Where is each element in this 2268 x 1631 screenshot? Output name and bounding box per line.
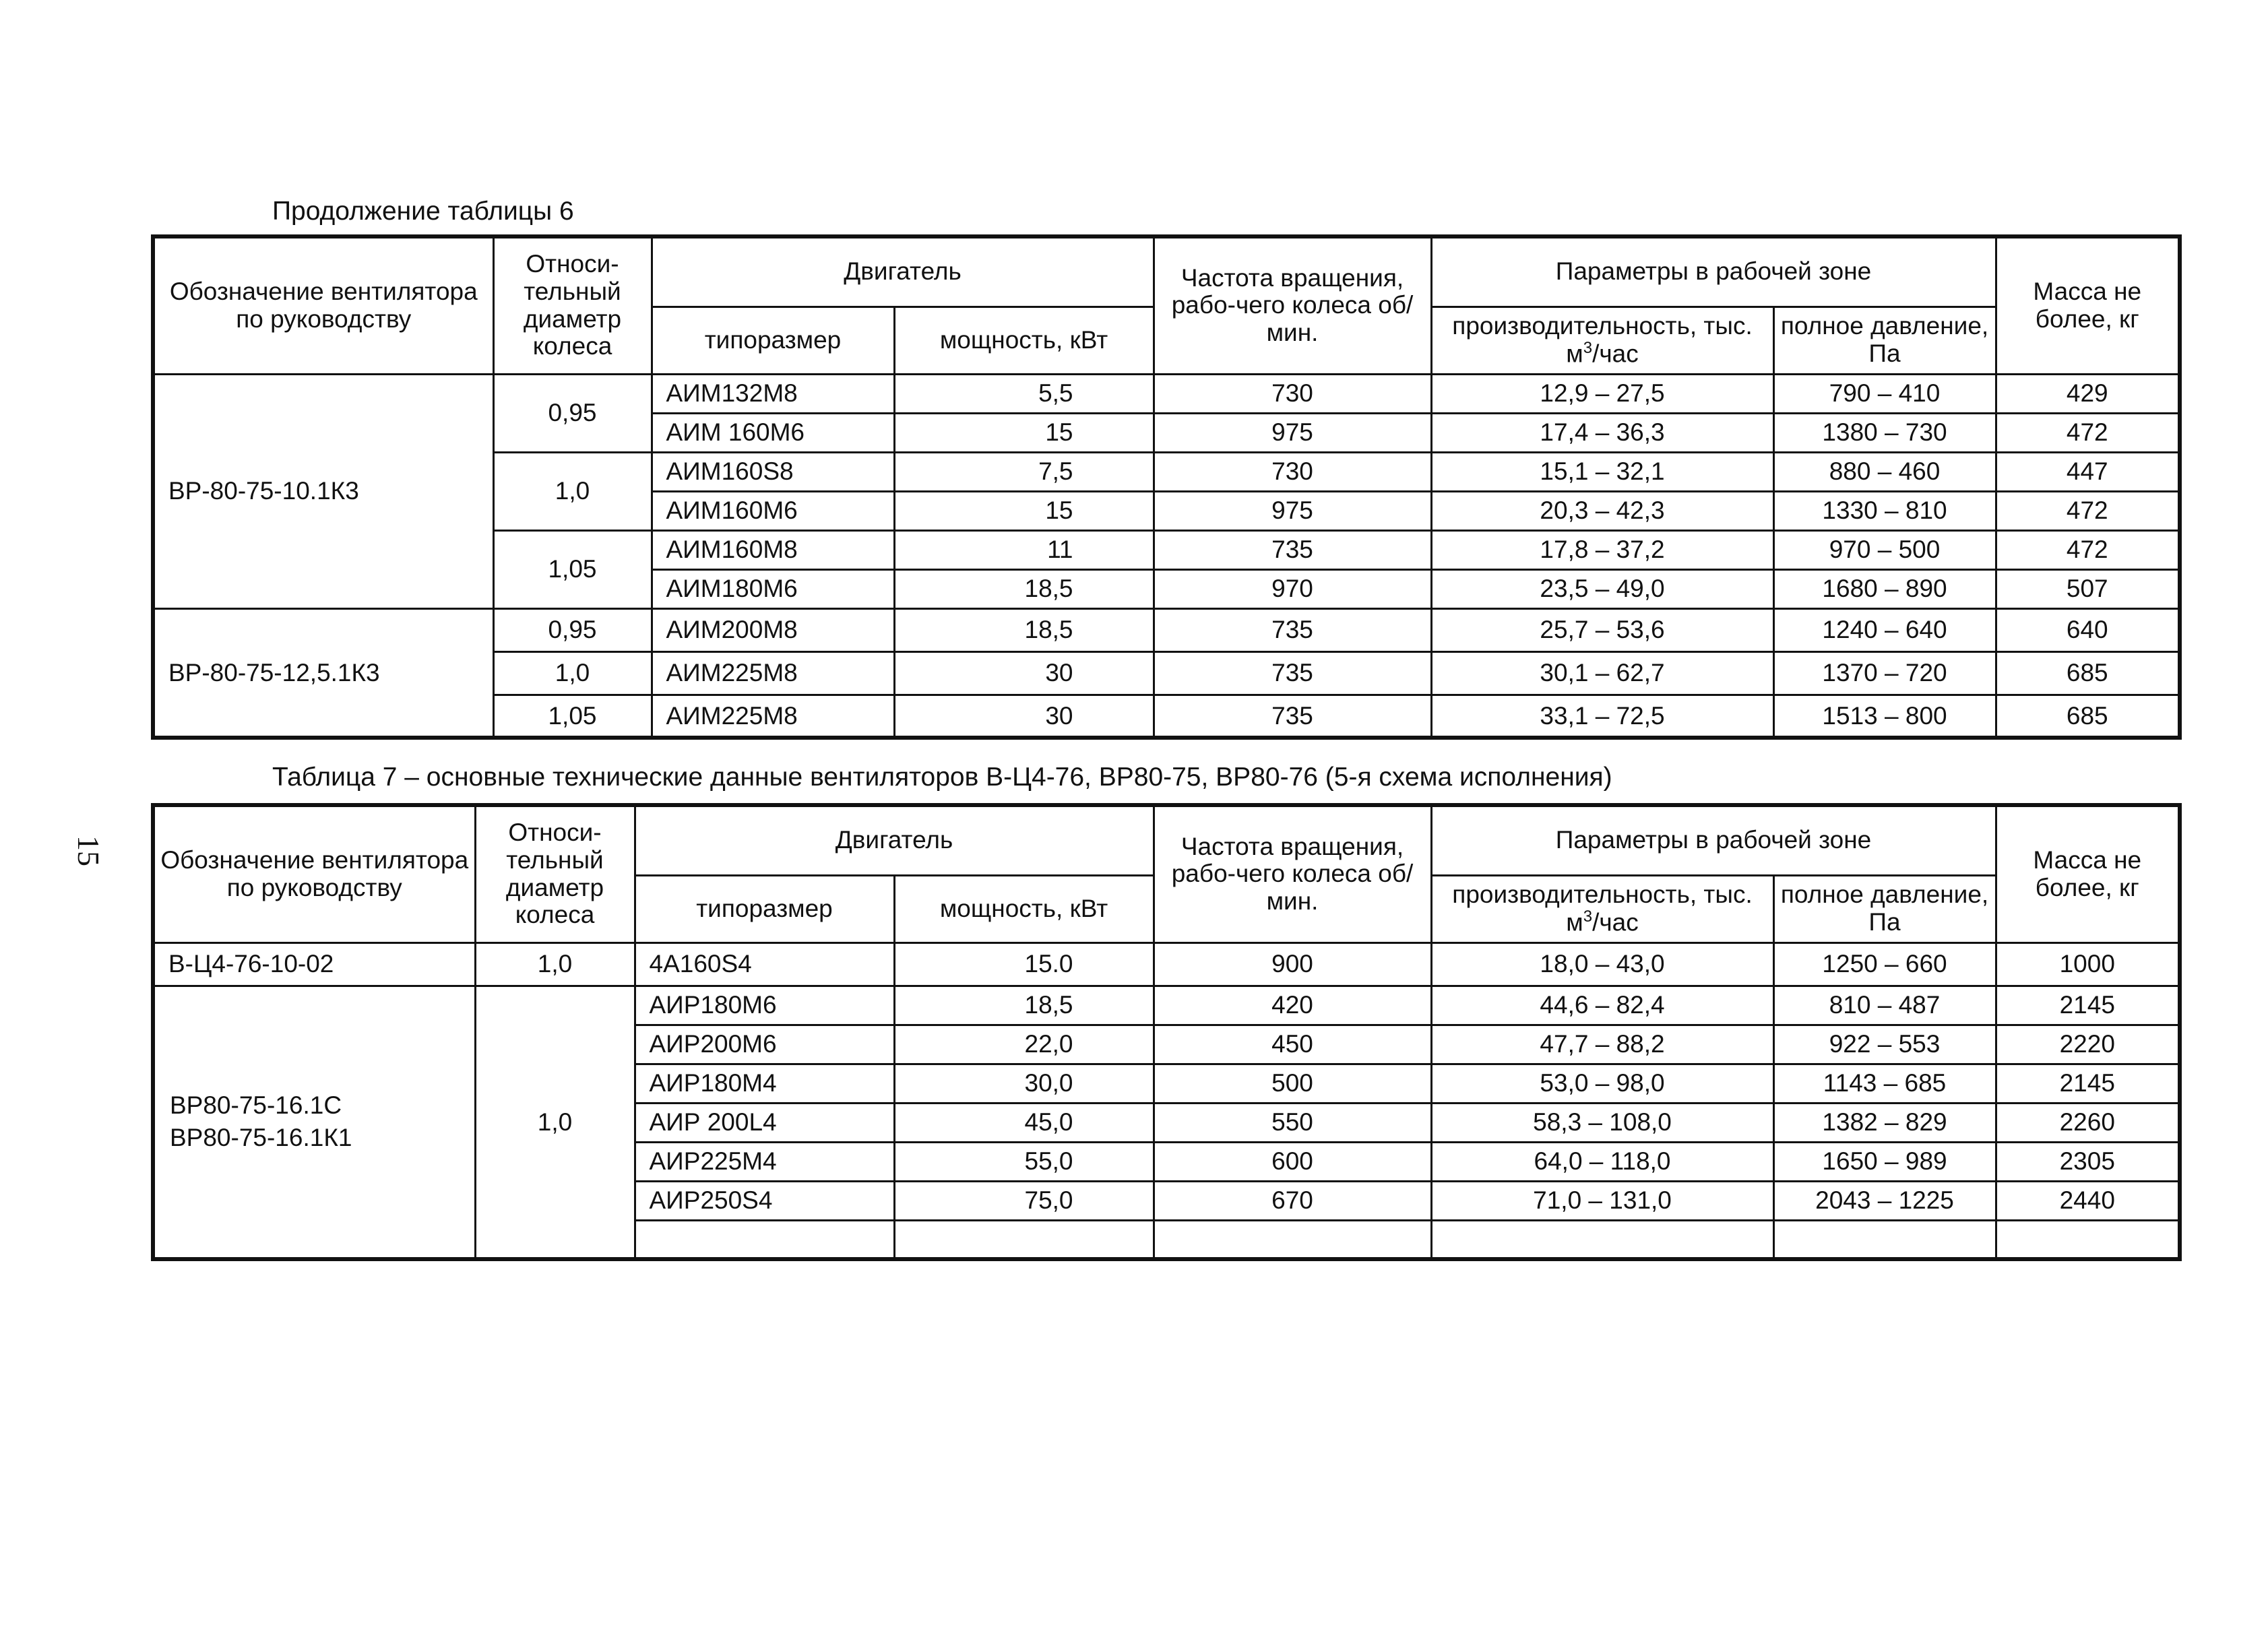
header-capacity-unit: /час [1592,340,1639,368]
header-rel-diameter: Относи-тельный диаметр колеса [475,805,635,942]
cell-power: 22,0 [894,1025,1154,1064]
cell-motor: АИМ160S8 [652,452,894,491]
cell-motor: АИР200М6 [635,1025,894,1064]
header-motor: Двигатель [635,805,1154,875]
cell-capacity: 58,3 – 108,0 [1431,1103,1773,1142]
header-mass: Масса не более, кг [1996,236,2180,374]
cell-designation: ВР80-75-16.1С ВР80-75-16.1К1 [153,986,475,1259]
table-row [153,942,2180,986]
header-mass: Масса не более, кг [1996,805,2180,942]
table7-body [153,942,2180,1259]
cell-pressure: 1250 – 660 [1773,942,1996,986]
cell-mass: 429 [1996,374,2180,413]
cell-speed: 420 [1154,986,1431,1025]
header-motor-type: типоразмер [635,875,894,942]
cell-speed: 975 [1154,413,1431,452]
cell-motor: АИМ160М8 [652,530,894,569]
cell-capacity: 64,0 – 118,0 [1431,1142,1773,1181]
table6-caption: Продолжение таблицы 6 [272,197,574,226]
cell-power: 7,5 [894,452,1154,491]
cell-capacity: 25,7 – 53,6 [1431,608,1773,651]
table-6 [151,234,2182,740]
cell-mass: 1000 [1996,942,2180,986]
cell-power: 5,5 [894,374,1154,413]
cell-designation: ВР-80-75-10.1К3 [153,374,493,608]
table7-caption: Таблица 7 – основные технические данные вентиляторов В-Ц4-76, ВР80-75, ВР80-76 (5-я схема исполнения) [272,763,1612,792]
header-motor: Двигатель [652,236,1154,307]
header-params: Параметры в рабочей зоне [1431,805,1996,875]
cell-motor: АИМ180М6 [652,569,894,608]
cell-mass: 507 [1996,569,2180,608]
cell-capacity: 23,5 – 49,0 [1431,569,1773,608]
header-pressure: полное давление, Па [1773,307,1996,374]
cell-motor: АИР250S4 [635,1181,894,1220]
header-capacity [1431,307,1773,374]
table6-header [153,236,2180,374]
cell-designation: В-Ц4-76-10-02 [153,942,475,986]
cell-mass: 2145 [1996,1064,2180,1103]
table6-body [153,374,2180,738]
cell-motor: АИР180М6 [635,986,894,1025]
cell-diameter: 1,05 [493,695,652,738]
cell-designation: ВР-80-75-12,5.1К3 [153,608,493,738]
cell-power [894,1220,1154,1259]
cell-pressure: 1380 – 730 [1773,413,1996,452]
cell-capacity: 44,6 – 82,4 [1431,986,1773,1025]
cell-pressure: 1382 – 829 [1773,1103,1996,1142]
cell-pressure: 1513 – 800 [1773,695,1996,738]
cell-capacity: 12,9 – 27,5 [1431,374,1773,413]
cell-power: 15.0 [894,942,1154,986]
table-row [153,374,2180,413]
cell-motor: АИМ160М6 [652,491,894,530]
header-rel-diameter: Относи-тельный диаметр колеса [493,236,652,374]
cell-diameter: 1,05 [493,530,652,608]
cell-capacity: 17,8 – 37,2 [1431,530,1773,569]
cell-speed: 735 [1154,695,1431,738]
cell-power: 75,0 [894,1181,1154,1220]
cell-capacity: 20,3 – 42,3 [1431,491,1773,530]
cell-motor: АИР180М4 [635,1064,894,1103]
cell-power: 30 [894,695,1154,738]
cell-mass: 2305 [1996,1142,2180,1181]
cell-pressure: 922 – 553 [1773,1025,1996,1064]
cell-speed [1154,1220,1431,1259]
cell-mass: 447 [1996,452,2180,491]
header-speed: Частота вращения, рабо-чего колеса об/мин. [1154,805,1431,942]
table-row [153,986,2180,1025]
cell-power: 55,0 [894,1142,1154,1181]
cell-speed: 550 [1154,1103,1431,1142]
cell-capacity: 17,4 – 36,3 [1431,413,1773,452]
cell-motor: АИМ225М8 [652,651,894,695]
header-params: Параметры в рабочей зоне [1431,236,1996,307]
cell-mass: 685 [1996,651,2180,695]
header-designation: Обозначение вентилятора по руководству [153,236,493,374]
cell-motor: 4А160S4 [635,942,894,986]
cell-mass: 472 [1996,491,2180,530]
cell-speed: 735 [1154,608,1431,651]
cell-pressure: 810 – 487 [1773,986,1996,1025]
cell-speed: 450 [1154,1025,1431,1064]
cell-mass: 2440 [1996,1181,2180,1220]
cell-motor [635,1220,894,1259]
header-motor-power: мощность, кВт [894,307,1154,374]
cell-capacity: 47,7 – 88,2 [1431,1025,1773,1064]
cell-pressure: 1240 – 640 [1773,608,1996,651]
cell-diameter: 0,95 [493,608,652,651]
cell-speed: 730 [1154,374,1431,413]
header-motor-power: мощность, кВт [894,875,1154,942]
cell-power: 30 [894,651,1154,695]
header-capacity-sup: 3 [1583,907,1593,926]
cell-motor: АИМ 160М6 [652,413,894,452]
header-capacity-text: производительность, тыс. м [1452,880,1753,936]
cell-power: 30,0 [894,1064,1154,1103]
cell-power: 18,5 [894,608,1154,651]
table-7 [151,803,2182,1261]
cell-mass: 685 [1996,695,2180,738]
cell-power: 45,0 [894,1103,1154,1142]
cell-mass: 2145 [1996,986,2180,1025]
cell-diameter: 1,0 [475,942,635,986]
cell-motor: АИМ225М8 [652,695,894,738]
cell-capacity: 33,1 – 72,5 [1431,695,1773,738]
header-motor-type: типоразмер [652,307,894,374]
cell-power: 15 [894,413,1154,452]
cell-capacity: 71,0 – 131,0 [1431,1181,1773,1220]
cell-power: 18,5 [894,986,1154,1025]
cell-speed: 975 [1154,491,1431,530]
header-capacity-text: производительность, тыс. м [1452,311,1753,368]
cell-capacity [1431,1220,1773,1259]
cell-pressure: 1143 – 685 [1773,1064,1996,1103]
header-designation: Обозначение вентилятора по руководству [153,805,475,942]
cell-speed: 900 [1154,942,1431,986]
cell-power: 11 [894,530,1154,569]
cell-speed: 970 [1154,569,1431,608]
cell-speed: 600 [1154,1142,1431,1181]
cell-pressure: 970 – 500 [1773,530,1996,569]
cell-motor: АИР225М4 [635,1142,894,1181]
cell-mass [1996,1220,2180,1259]
cell-speed: 500 [1154,1064,1431,1103]
cell-capacity: 30,1 – 62,7 [1431,651,1773,695]
cell-mass: 472 [1996,530,2180,569]
header-capacity [1431,875,1773,942]
cell-pressure: 1680 – 890 [1773,569,1996,608]
cell-capacity: 15,1 – 32,1 [1431,452,1773,491]
cell-mass: 2260 [1996,1103,2180,1142]
cell-pressure: 1370 – 720 [1773,651,1996,695]
page-number: 15 [71,835,106,866]
header-speed: Частота вращения, рабо-чего колеса об/мин. [1154,236,1431,374]
cell-power: 18,5 [894,569,1154,608]
cell-capacity: 53,0 – 98,0 [1431,1064,1773,1103]
header-pressure: полное давление, Па [1773,875,1996,942]
cell-pressure: 790 – 410 [1773,374,1996,413]
cell-motor: АИМ200М8 [652,608,894,651]
cell-speed: 730 [1154,452,1431,491]
cell-power: 15 [894,491,1154,530]
cell-mass: 472 [1996,413,2180,452]
cell-pressure: 1650 – 989 [1773,1142,1996,1181]
cell-mass: 640 [1996,608,2180,651]
cell-speed: 670 [1154,1181,1431,1220]
header-capacity-sup: 3 [1583,339,1593,358]
cell-diameter: 1,0 [493,651,652,695]
table-row [153,608,2180,651]
cell-pressure: 2043 – 1225 [1773,1181,1996,1220]
cell-pressure: 880 – 460 [1773,452,1996,491]
cell-diameter: 0,95 [493,374,652,452]
cell-speed: 735 [1154,530,1431,569]
cell-diameter: 1,0 [475,986,635,1259]
cell-motor: АИР 200L4 [635,1103,894,1142]
cell-capacity: 18,0 – 43,0 [1431,942,1773,986]
cell-motor: АИМ132М8 [652,374,894,413]
cell-pressure [1773,1220,1996,1259]
cell-pressure: 1330 – 810 [1773,491,1996,530]
table7-header [153,805,2180,942]
header-capacity-unit: /час [1592,908,1639,936]
cell-speed: 735 [1154,651,1431,695]
cell-mass: 2220 [1996,1025,2180,1064]
cell-diameter: 1,0 [493,452,652,530]
